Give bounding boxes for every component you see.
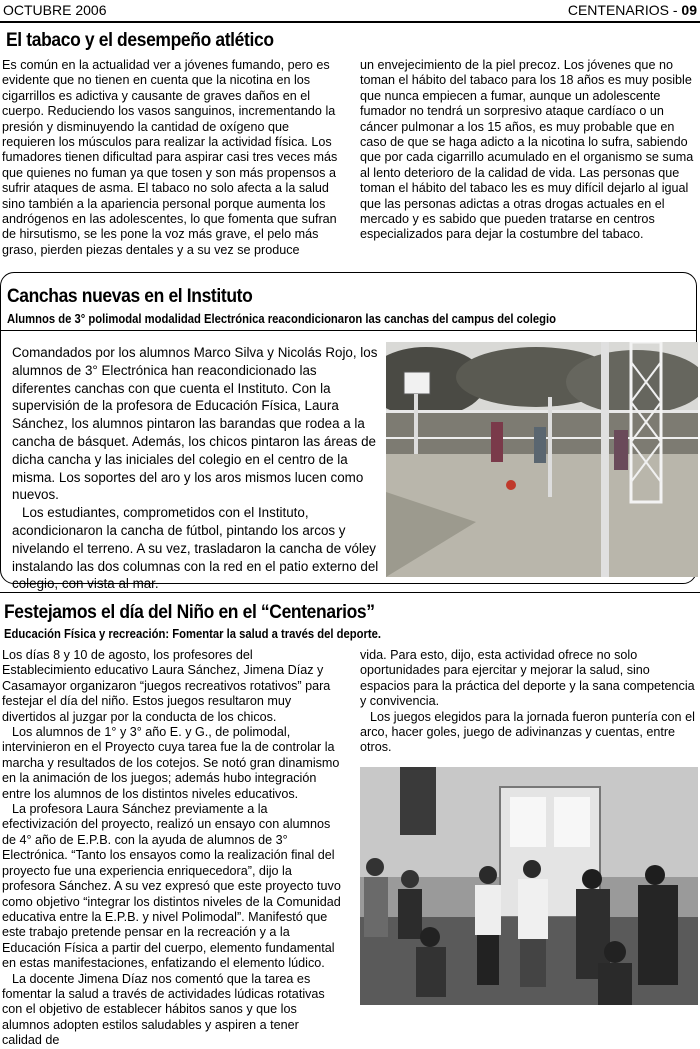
article3-subtitle: Educación Física y recreación: Fomentar la salud a través del deporte. — [4, 627, 382, 641]
page-number: 09 — [681, 2, 697, 18]
childrens-day-photo — [360, 767, 698, 1005]
header-separator: - — [668, 2, 682, 18]
section-name: CENTENARIOS — [567, 2, 669, 18]
event-photo-illustration — [360, 767, 698, 1005]
article3-col1-paragraph-2: Los alumnos de 1° y 3° año E. y G., de polimodal, intervinieron en el Proyecto cuya tarea fue la de controlar la marcha y resultados de los cotejos. Se notó gran dinamismo en la animación de los juegos; además hubo integración entre los alumnos de los distintos niveles educativos. — [2, 725, 340, 801]
article2-subtitle: Alumnos de 3° polimodal modalidad Electrónica reacondicionaron las canchas del campus del colegio — [7, 312, 557, 326]
article3-column-1 — [2, 648, 342, 1049]
article3-col1-paragraph-1: Los días 8 y 10 de agosto, los profesores del Establecimiento educativo Laura Sánchez, Jimena Díaz y Casamayor organizaron “juegos recreativos rotativos” para festejar el día del niño. Estos juegos resultaron muy divertidos al juzgar por la conducta de los chicos. — [2, 648, 331, 724]
article2-body — [12, 344, 379, 593]
article2-paragraph-1: Comandados por los alumnos Marco Silva y Nicolás Rojo, los alumnos de 3° Electrónica han reacondicionado las diferentes canchas con que cuenta el Instituto. Con la supervisión de la profesora de Educación Física, Laura Sánchez, los alumnos pintaron las barandas que rodea a la cancha de básquet. Además, los chicos pintaron las áreas de dicha cancha y las iniciales del colegio en el centro de la misma. Los soportes del aro y los aros mismos lucen como nuevos. — [12, 345, 378, 503]
article3-title: Festejamos el día del Niño en el “Centenarios” — [4, 602, 375, 623]
article1-title: El tabaco y el desempeño atlético — [6, 30, 274, 51]
article2-rule — [1, 330, 696, 331]
article1-col1-text: Es común en la actualidad ver a jóvenes fumando, pero es evidente que no tienen en cuenta que la nicotina en los cigarrillos es adictiva y causante de graves daños en el cuerpo. Reduciendo los vasos sanguinos, incrementando la presión y disminuyendo la cantidad de oxígeno que requieren los músculos para realizar la actividad física. Los fumadores tienen dificultad para aspirar casi tres veces más que quienes no fuman ya que tosen y son más propensos a sufrir ataques de asma. El tabaco no solo afecta a la salud sino también a la apariencia personal porque aumenta los andrógenos en las adolescentes, lo que fomenta que sufran de hirsutismo, se les pone la voz más grave, el pelo más graso, pierden piezas dentales y a su vez se produce — [2, 58, 338, 257]
article3-col1-paragraph-3: La profesora Laura Sánchez previamente a la efectivización del proyecto, realizó un ensayo con alumnos de 4° año de E.P.B. con la ayuda de alumnos de 3° Electrónica. “Tanto los ensayos como la realización final del proyecto fue una experiencia enriquecedora”, dijo la profesora Sánchez. A su vez expresó que este proyecto tuvo como objetivo “integrar los distintos niveles de la Comunidad educativa entre la E.P.B. y nivel Polimodal”. Manifestó que este trabajo pretende pensar en la recreación y a la Educación Física a partir del cuerpo, elemento fundamental en estas manifestaciones, enfatizando el elemento lúdico. — [2, 802, 341, 971]
section-page — [568, 0, 697, 20]
court-photo-illustration — [386, 342, 698, 577]
article3-col2-paragraph-2: Los juegos elegidos para la jornada fueron puntería con el arco, hacer goles, juego de adivinanzas y cuentas, entre otros. — [360, 709, 695, 755]
basketball-court-photo — [386, 342, 698, 577]
article2-title: Canchas nuevas en el Instituto — [7, 286, 253, 307]
page-header — [0, 0, 700, 20]
article1-col2-text: un envejecimiento de la piel precoz. Los jóvenes que no toman el hábito del tabaco para los 18 años es muy posible que nunca empiecen a fumar, aunque un adolescente fumador no tendrá un sorpresivo ataque cardíaco o un cáncer pulmonar a los 15 años, es muy probable que en caso de que se haga adicto a la nicotina lo sufra, sabiendo que por cada cigarrillo acumulado en el organismo se suma al lento deterioro de la calidad de vida. Las personas que toman el hábito del tabaco les es muy difícil dejarlo al igual que las personas adictas a otras drogas actuales en el mercado y es sabido que pueden tratarse en centros especializados para dejar la costumbre del tabaco. — [360, 58, 694, 242]
article2-paragraph-2: Los estudiantes, comprometidos con el Instituto, acondicionaron la cancha de fútbol, pintando los arcos y nivelando el terreno. A su vez, trasladaron la cancha de vóley instalando las dos columnas con la red en el patio externo del colegio, con vista al mar. — [12, 505, 379, 592]
article1-column-2 — [360, 58, 698, 243]
article3-col1-paragraph-4: La docente Jimena Díaz nos comentó que la tarea es fomentar la salud a través de actividades lúdicas rotativas con el objetivo de establecer hábitos sanos y que los alumnos adopten estilos saludables y aspiren a tener calidad de — [2, 971, 325, 1048]
header-rule — [0, 21, 700, 23]
article3-column-2 — [360, 648, 698, 756]
article1-column-1 — [2, 58, 340, 258]
article3-col2-paragraph-1: vida. Para esto, dijo, esta actividad ofrece no solo oportunidades para ejercitar y mejorar la salud, sino espacios para la práctica del deporte y la sana competencia y convivencia. — [360, 648, 695, 709]
article3-rule — [0, 592, 700, 593]
issue-date: OCTUBRE 2006 — [3, 2, 107, 18]
